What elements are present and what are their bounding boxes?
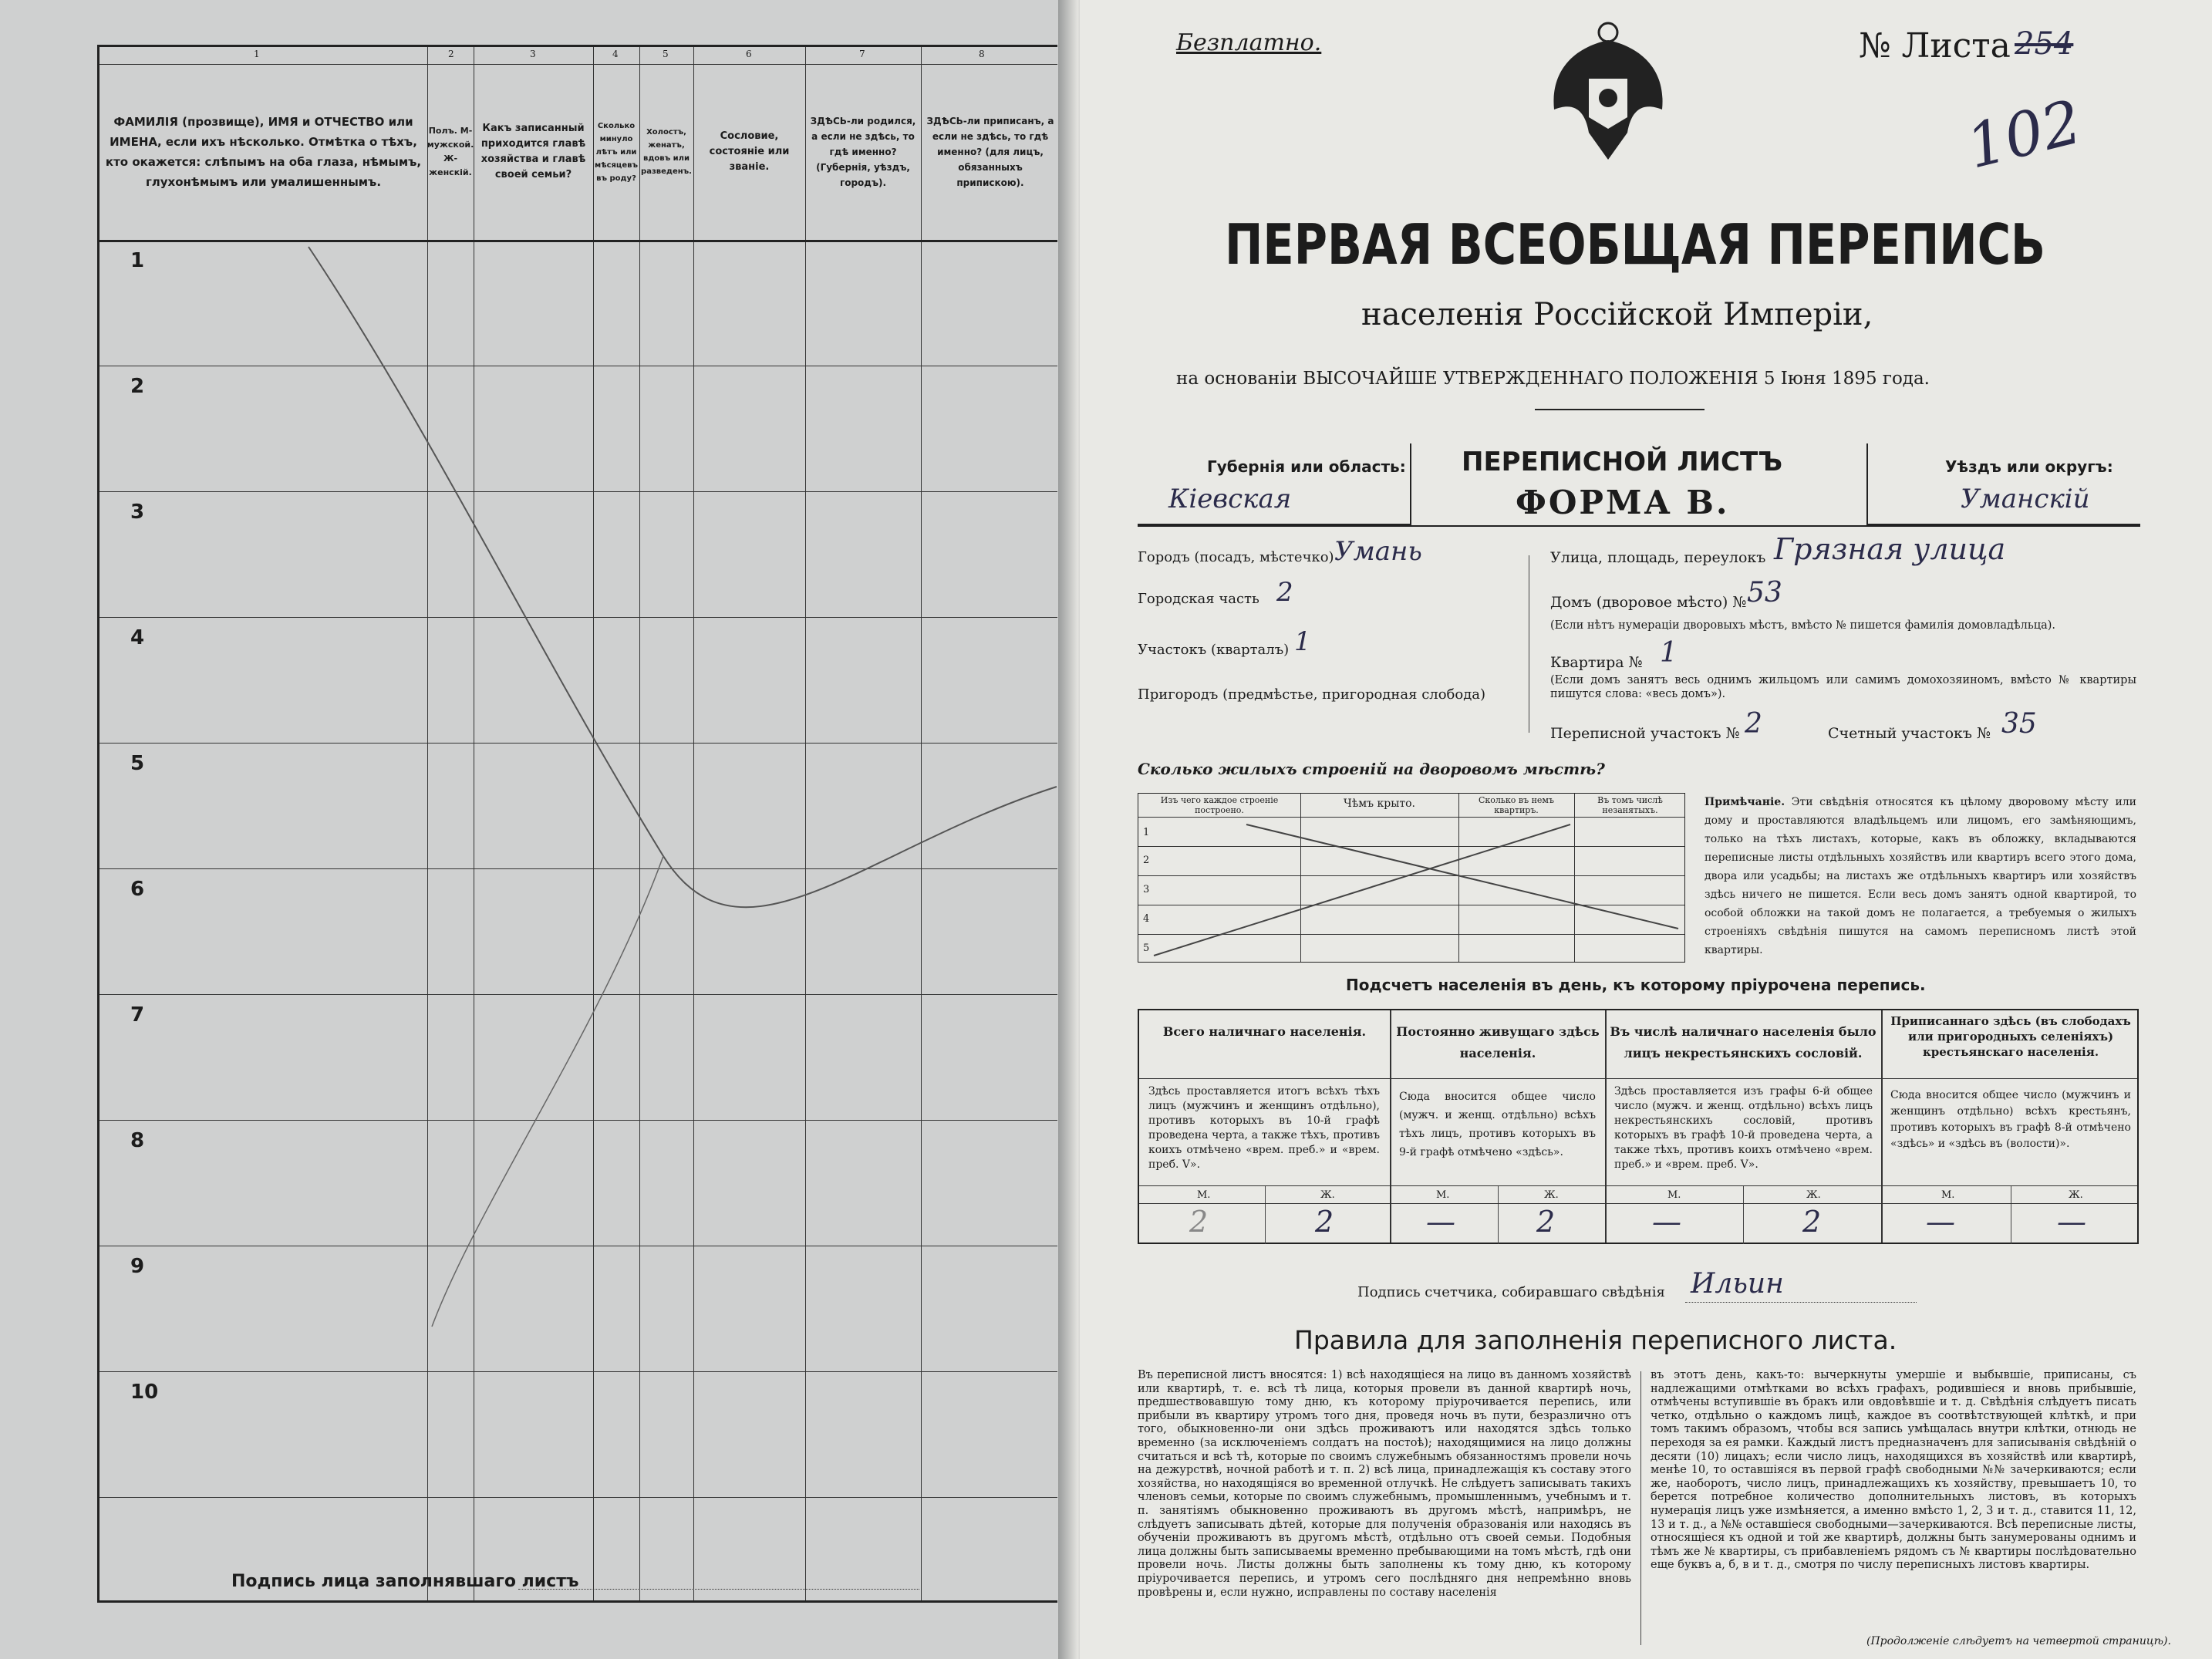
street-label: Улица, площадь, переулокъ <box>1550 549 1766 566</box>
header-birthplace: ЗДѢСЬ-ли родился, а если не здѣсь, то гдѣ именно? (Губернія, уѣздъ, городъ). <box>810 116 916 188</box>
suburb-label: Пригородъ (предмѣстье, пригородная слобода) <box>1138 686 1486 703</box>
row-number: 1 <box>130 249 145 272</box>
continued-note: (Продолженіе слѣдуетъ на четвертой страницѣ). <box>1866 1635 2171 1647</box>
city-label: Городъ (посадъ, мѣстечко) <box>1138 549 1334 565</box>
mf-divider <box>1498 1185 1499 1244</box>
column-number: 5 <box>663 49 669 59</box>
male-label: М. <box>1941 1189 1955 1201</box>
gubernia-cell <box>1138 443 1411 525</box>
form-header-strip <box>1138 443 2140 527</box>
buildings-row-number: 2 <box>1143 855 1150 866</box>
title-rule <box>1535 409 1705 410</box>
row-number: 3 <box>130 501 145 524</box>
male-label: М. <box>1197 1189 1211 1201</box>
count-value-permanent-m: — <box>1426 1205 1455 1239</box>
male-label: М. <box>1667 1189 1681 1201</box>
population-count-table <box>1138 1009 2139 1244</box>
row-divider <box>1139 1078 2137 1079</box>
column-number: 4 <box>612 49 619 59</box>
count-value-nonpeasant-m: — <box>1652 1205 1681 1239</box>
buildings-header-apartments: Сколько въ немъ квартиръ. <box>1479 795 1554 815</box>
census-area-value: 2 <box>1745 708 1762 740</box>
count-value-peasant-f: — <box>2057 1205 2086 1239</box>
female-label: Ж. <box>2069 1189 2083 1201</box>
count-value-total-m: 2 <box>1189 1205 1209 1239</box>
buildings-header-roof: Чѣмъ крыто. <box>1344 797 1415 810</box>
row-number: 10 <box>130 1381 159 1404</box>
buildings-strike-mark <box>1138 794 1686 963</box>
city-part-label: Городская часть <box>1138 591 1259 607</box>
buildings-note <box>1705 793 2136 959</box>
mf-divider <box>1265 1185 1266 1244</box>
count-col-desc: Здѣсь проставляется изъ графы 6-й общее число (мужч. и женщ. отдѣльно) всѣхъ лицъ некрестьянскихъ сословій, противъ которыхъ въ графѣ 10-й проведена черта, а также тѣхъ, противъ коихъ отмѣчено «врем. преб.» и «врем. преб. V». <box>1614 1085 1873 1171</box>
census-area-label: Переписной участокъ № <box>1550 725 1740 742</box>
form-title: ПЕРЕПИСНОЙ ЛИСТЪ <box>1462 447 1783 477</box>
column-number: 8 <box>979 49 985 59</box>
enumerator-signature: Ильин <box>1691 1268 1784 1300</box>
census-subtitle: населенія Россійской Имперіи, <box>1361 297 1873 332</box>
count-col-desc: Сюда вносится общее число (мужчинъ и женщинъ отдѣльно) всѣхъ крестьянъ, противъ которыхъ въ графѣ 8-й отмѣчено «здѣсь» и «здѣсь въ (волости)». <box>1890 1089 2131 1150</box>
house-note: (Если нѣтъ нумераціи дворовыхъ мѣстъ, вмѣсто № пишется фамилія домовладѣльца). <box>1550 619 2056 632</box>
rules-divider <box>1640 1371 1641 1645</box>
left-page <box>0 0 1080 1659</box>
column-divider <box>1605 1010 1607 1243</box>
sheet-number-handwritten: 102 <box>1960 87 2089 183</box>
column-number: 2 <box>448 49 454 59</box>
column-number: 7 <box>859 49 865 59</box>
buildings-table <box>1138 793 1685 963</box>
header-marital: Холостъ, женатъ, вдовъ или разведенъ. <box>641 128 692 176</box>
count-heading: Подсчетъ населенія въ день, къ которому пріурочена перепись. <box>1346 976 1926 994</box>
row-number: 5 <box>130 752 145 775</box>
count-col-title: Постоянно живущаго здѣсь населенія. <box>1396 1024 1600 1060</box>
gubernia-label: Губернія или область: <box>1207 457 1406 476</box>
enumerator-line <box>1685 1302 1917 1303</box>
uezd-cell <box>1866 443 2140 525</box>
enumerator-label: Подпись счетчика, собиравшаго свѣдѣнія <box>1357 1284 1665 1300</box>
buildings-header-vacant: Въ томъ числѣ незанятыхъ. <box>1597 795 1663 815</box>
row-divider <box>1139 1203 2137 1204</box>
street-value: Грязная улица <box>1774 532 2006 566</box>
signature-line <box>518 1589 919 1590</box>
header-relation: Какъ записанный приходится главѣ хозяйства и главѣ своей семьи? <box>481 123 586 180</box>
header-age: Сколько минуло лѣтъ или мѣсяцевъ въ роду? <box>595 121 638 183</box>
house-label: Домъ (дворовое мѣсто) № <box>1550 594 1747 611</box>
uezd-value: Уманскій <box>1961 484 2090 514</box>
form-name: ФОРМА В. <box>1516 484 1730 521</box>
count-value-peasant-m: — <box>1926 1205 1955 1239</box>
count-value-total-f: 2 <box>1315 1205 1334 1239</box>
uezd-label: Уѣздъ или округъ: <box>1945 457 2113 476</box>
count-col-desc: Здѣсь проставляется итогъ всѣхъ тѣхъ лицъ (мужчинъ и женщинъ отдѣльно), противъ которыхъ въ 10-й графѣ проведена черта, а также тѣхъ, противъ коихъ отмѣчено «врем. преб.» и «врем. преб. V». <box>1148 1085 1380 1171</box>
female-label: Ж. <box>1806 1189 1821 1201</box>
buildings-row-number: 5 <box>1143 942 1150 954</box>
female-label: Ж. <box>1320 1189 1335 1201</box>
row-number: 8 <box>130 1129 145 1152</box>
column-divider <box>1881 1010 1883 1243</box>
count-col-title: Въ числѣ наличнаго населенія было лицъ некрестьянскихъ сословій. <box>1610 1024 1876 1060</box>
male-label: М. <box>1436 1189 1450 1201</box>
sheet-number-label: № Листа <box>1859 26 2011 66</box>
city-value: Умань <box>1334 536 1422 567</box>
note-heading: Примѣчаніе. <box>1705 796 1785 808</box>
apartment-label: Квартира № <box>1550 654 1643 671</box>
note-text: Эти свѣдѣнія относятся къ цѣлому дворовому мѣсту или дому и проставляются владѣльцемъ или лицомъ, его замѣняющимъ, только на тѣхъ листахъ, которые, какъ въ обложку, вкладываются переписные листы отдѣльныхъ хозяйствъ или квартиръ всего этого дома, двора или усадьбы; на листахъ же отдѣльныхъ квартиръ или хозяйствъ здѣсь ничего не пишется. Если весь домъ занятъ одной квартирой, то особой обложки на такой домъ не полагается, а требуемыя о жилыхъ строеніяхъ свѣдѣнія пишутся на самомъ переписномъ листѣ этой квартиры. <box>1705 796 2136 956</box>
row-number: 2 <box>130 375 145 398</box>
pencil-strike-mark <box>0 0 1080 1659</box>
city-part-value: 2 <box>1276 577 1293 608</box>
buildings-row-number: 4 <box>1143 913 1150 925</box>
header-registration: ЗДѢСЬ-ли приписанъ, а если не здѣсь, то гдѣ именно? (для лицъ, обязанныхъ припискою). <box>926 116 1054 188</box>
row-number: 9 <box>130 1255 145 1278</box>
column-divider <box>1390 1010 1391 1243</box>
signature-label: Подпись лица заполнявшаго листъ <box>231 1572 579 1591</box>
buildings-row-number: 1 <box>1143 827 1150 838</box>
column-number: 1 <box>254 49 260 59</box>
header-name: ФАМИЛІЯ (прозвище), ИМЯ и ОТЧЕСТВО или ИМЕНА, если ихъ нѣсколько. Отмѣтка о тѣхъ, кто окажется: слѣпымъ на оба глаза, нѣмымъ, глухонѣмымъ или умалишеннымъ. <box>105 115 422 189</box>
mf-divider <box>1743 1185 1744 1244</box>
count-area-value: 35 <box>2001 708 2037 740</box>
count-col-desc: Сюда вносится общее число (мужч. и женщ. отдѣльно) всѣхъ тѣхъ лицъ, противъ которыхъ въ 9-й графѣ отмѣчено «здѣсь». <box>1399 1091 1596 1158</box>
house-value: 53 <box>1747 577 1782 609</box>
count-value-nonpeasant-f: 2 <box>1802 1205 1822 1239</box>
rules-title: Правила для заполненія переписного листа. <box>1294 1325 1897 1355</box>
female-label: Ж. <box>1544 1189 1559 1201</box>
district-label: Участокъ (кварталъ) <box>1138 642 1290 658</box>
column-number: 3 <box>530 49 536 59</box>
header-sex: Полъ. М-мужской. Ж-женскій. <box>427 126 474 177</box>
district-value: 1 <box>1294 626 1311 657</box>
sheet-number-value: 254 <box>2015 26 2074 62</box>
buildings-question: Сколько жилыхъ строеній на дворовомъ мѣстѣ? <box>1138 760 1605 778</box>
apartment-note: (Если домъ занятъ весь однимъ жильцомъ или самимъ домохозяиномъ, вмѣсто № квартиры пишутся слова: «весь домъ»). <box>1550 674 2136 700</box>
census-basis: на основаніи ВЫСОЧАЙШЕ УТВЕРЖДЕННАГО ПОЛОЖЕНІЯ 5 Іюня 1895 года. <box>1176 369 1930 389</box>
census-title: ПЕРВАЯ ВСЕОБЩАЯ ПЕРЕПИСЬ <box>1225 212 2046 277</box>
column-number: 6 <box>746 49 752 59</box>
row-number: 6 <box>130 878 145 901</box>
apartment-value: 1 <box>1660 637 1678 669</box>
rules-text-left: Въ переписной листъ вносятся: 1) всѣ находящіеся на лицо въ данномъ хозяйствѣ или квартирѣ, т. е. всѣ тѣ лица, которыя провели въ данной квартирѣ ночь, предшествовавшую тому дню, къ которому пріурочивается перепись, или прибыли въ квартиру утромъ того дня, проведя ночь въ пути, безразлично отъ того, обыкновенно-ли они здѣсь проживаютъ или находятся здѣсь только временно (за исключеніемъ солдатъ на постоѣ); находящимися на лицо должны считаться и всѣ тѣ, которые по своимъ служебнымъ обязанностямъ провели ночь на дежурствѣ, ночной работѣ и т. п. 2) всѣ лица, принадлежащія къ составу этого хозяйства, но находящіяся во временной отлучкѣ. Не слѣдуетъ записывать такихъ членовъ семьи, которые по своимъ служебнымъ, промышленнымъ, учебнымъ и т. п. занятіямъ обыкновенно проживаютъ въ другомъ мѣстѣ, напримѣръ, не слѣдуетъ записывать дѣтей, которые для полученія образованія или находясь въ обученіи проживаютъ въ другомъ мѣстѣ, отдѣльно отъ своей семьи. Подобныя лица должны быть записываемы временно пребывающими на томъ мѣстѣ, гдѣ они провели ночь. Листы должны быть заполнены къ тому дню, къ которому пріурочивается перепись, и утромъ сего послѣдняго дня непремѣнно вновь провѣрены и, если нужно, исправлены по составу населенія <box>1138 1369 1631 1599</box>
count-col-title: Всего наличнаго населенія. <box>1162 1024 1367 1039</box>
count-value-permanent-f: 2 <box>1536 1205 1556 1239</box>
imperial-eagle-emblem <box>1543 17 1674 171</box>
header-estate: Сословие, состояніе или званіе. <box>709 130 790 173</box>
gubernia-value: Кіевская <box>1168 484 1292 514</box>
count-area-label: Счетный участокъ № <box>1828 725 1991 742</box>
row-number: 7 <box>130 1003 145 1027</box>
buildings-header-material: Изъ чего каждое строеніе построено. <box>1160 795 1279 815</box>
row-number: 4 <box>130 626 145 649</box>
rules-text-right: въ этотъ день, какъ-то: вычеркнуты умершіе и выбывшіе, приписаны, съ надлежащими отмѣтками во всѣхъ графахъ, родившіеся и вновь прибывшіе, отмѣчены вступившіе въ бракъ или овдовѣвшіе и т. д. Свѣдѣнія слѣдуетъ писать четко, отдѣльно о каждомъ лицѣ, каждое въ соотвѣтствующей клѣткѣ, и при томъ такимъ образомъ, чтобы вся запись умѣщалась внутри клѣтки, отнюдь не переходя за ея рамки. Каждый листъ предназначенъ для записыванія свѣдѣній о десяти (10) лицахъ; если число лицъ, находящихся въ хозяйствѣ или квартирѣ, менѣе 10, то оставшіяся въ первой графѣ свободными №№ зачеркиваются; если же, наоборотъ, число лицъ, принадлежащихъ къ хозяйству, превышаетъ 10, то берется потребное количество дополнительныхъ листовъ, въ которыхъ нумерація лицъ уже измѣняется, а именно вмѣсто 1, 2, 3 и т. д., ставится 11, 12, 13 и т. д., а №№ оставшіеся свободными—зачеркиваются. Всѣ переписные листы, относящіеся къ одной и той же квартирѣ, должны быть занумерованы однимъ и тѣмъ же № квартиры, съ прибавленіемъ рядомъ съ № квартиры послѣдовательно еще буквъ а, б, в и т. д., смотря по числу переписныхъ листовъ квартиры. <box>1651 1369 2136 1572</box>
right-page <box>1080 0 2212 1659</box>
row-divider <box>1139 1185 2137 1186</box>
buildings-row-number: 3 <box>1143 884 1150 895</box>
free-label: Безплатно. <box>1176 29 1322 56</box>
count-col-title: Приписаннаго здѣсь (въ слободахъ или пригородныхъ селеніяхъ) крестьянскаго населенія. <box>1890 1014 2131 1059</box>
